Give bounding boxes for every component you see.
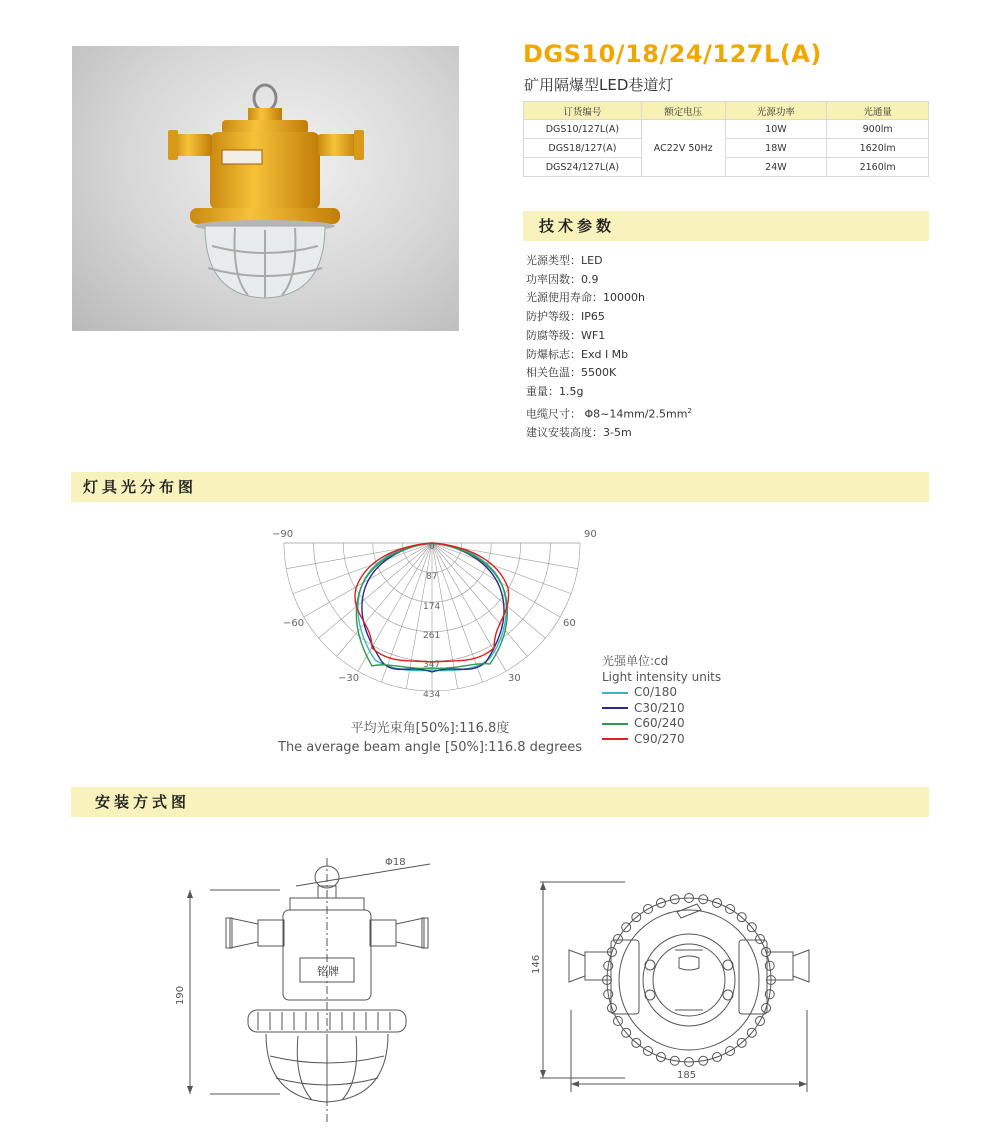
tech-section-bar bbox=[523, 211, 929, 241]
legend-swatch bbox=[602, 707, 628, 709]
param-item: 重量：1.5g bbox=[526, 384, 584, 398]
dim-top-width: 185 bbox=[677, 1070, 697, 1081]
row-voltage: AC22V 50Hz bbox=[641, 120, 725, 177]
legend-item: C60/240 bbox=[602, 716, 721, 732]
lamp-illustration bbox=[72, 46, 459, 331]
angle-label-right30: 30 bbox=[508, 673, 521, 684]
param-item: 电缆尺寸： $\Phi 8\sim 14mm/2.5mm^2$ bbox=[526, 406, 692, 421]
distribution-section-bar bbox=[71, 472, 929, 502]
install-section-heading: 安装方式图 bbox=[95, 793, 191, 811]
legend-swatch bbox=[602, 723, 628, 725]
unit-en: Light intensity units bbox=[602, 669, 722, 684]
ring-label-87: 87 bbox=[426, 572, 438, 582]
row-power: 18W bbox=[725, 139, 827, 158]
dim-ring: Φ18 bbox=[385, 857, 406, 868]
row-code: DGS24/127L(A) bbox=[524, 158, 642, 177]
param-item: 防护等级：IP65 bbox=[526, 310, 605, 324]
param-item: 防爆标志：Exd I Mb bbox=[526, 347, 629, 361]
install-section-bar bbox=[71, 787, 929, 817]
param-item: 建议安装高度：3-5m bbox=[526, 425, 632, 439]
header-power: 光源功率 bbox=[725, 102, 827, 120]
param-item: 光源使用寿命：10000h bbox=[526, 291, 645, 305]
angle-label-right60: 60 bbox=[563, 618, 576, 629]
table-row bbox=[524, 139, 929, 158]
beam-angle bbox=[260, 719, 600, 757]
param-item: 功率因数：0.9 bbox=[526, 272, 599, 286]
angle-label-left90: −90 bbox=[272, 529, 294, 540]
legend-item: C90/270 bbox=[602, 732, 721, 748]
product-name: 矿用隔爆型LED巷道灯 bbox=[524, 76, 674, 94]
dim-height: 190 bbox=[175, 985, 186, 1005]
row-flux: 2160lm bbox=[827, 158, 929, 177]
polar-distribution-chart bbox=[250, 520, 610, 705]
spec-table bbox=[523, 101, 929, 177]
angle-label-zero: 0 bbox=[429, 542, 435, 552]
legend-item: C0/180 bbox=[602, 685, 721, 701]
legend-item: C30/210 bbox=[602, 701, 721, 717]
beam-angle-cn: 平均光束角[50%]:116.8度 bbox=[350, 721, 510, 736]
legend-swatch bbox=[602, 692, 628, 694]
tech-section-heading: 技术参数 bbox=[539, 217, 616, 235]
ring-label-434: 434 bbox=[423, 690, 441, 700]
beam-angle-en: The average beam angle [50%]:116.8 degrees bbox=[278, 740, 582, 755]
distribution-section-heading: 灯具光分布图 bbox=[83, 478, 198, 496]
header-flux: 光通量 bbox=[827, 102, 929, 120]
product-model: DGS10/18/24/127L(A) bbox=[523, 40, 822, 68]
angle-label-left60: −60 bbox=[283, 618, 305, 629]
table-row bbox=[524, 158, 929, 177]
row-code: DGS18/127(A) bbox=[524, 139, 642, 158]
row-flux: 1620lm bbox=[827, 139, 929, 158]
row-power: 24W bbox=[725, 158, 827, 177]
side-view-drawing bbox=[170, 850, 440, 1125]
row-flux: 900lm bbox=[827, 120, 929, 139]
legend-swatch bbox=[602, 738, 628, 740]
dim-top-height: 146 bbox=[531, 954, 542, 974]
ring-label-174: 174 bbox=[423, 602, 441, 612]
param-item: 相关色温：5500K bbox=[526, 366, 617, 380]
gear-teeth bbox=[603, 894, 776, 1067]
row-code: DGS10/127L(A) bbox=[524, 120, 642, 139]
tech-params bbox=[526, 252, 692, 443]
nameplate-label: 铭牌 bbox=[317, 965, 339, 978]
param-item: 光源类型：LED bbox=[526, 254, 603, 267]
unit-cn: 光强单位:cd bbox=[602, 654, 669, 668]
angle-label-right90: 90 bbox=[584, 529, 597, 540]
row-power: 10W bbox=[725, 120, 827, 139]
spec-table-header bbox=[524, 102, 929, 120]
table-row bbox=[524, 120, 929, 139]
angle-label-left30: −30 bbox=[338, 673, 360, 684]
ring-label-261: 261 bbox=[423, 631, 441, 641]
product-photo bbox=[72, 46, 459, 331]
header-code: 订货编号 bbox=[524, 102, 642, 120]
top-view-drawing bbox=[525, 870, 815, 1095]
ring-label-347: 347 bbox=[423, 660, 441, 670]
param-item: 防腐等级：WF1 bbox=[526, 328, 606, 342]
chart-legend bbox=[602, 654, 721, 747]
header-voltage: 额定电压 bbox=[641, 102, 725, 120]
